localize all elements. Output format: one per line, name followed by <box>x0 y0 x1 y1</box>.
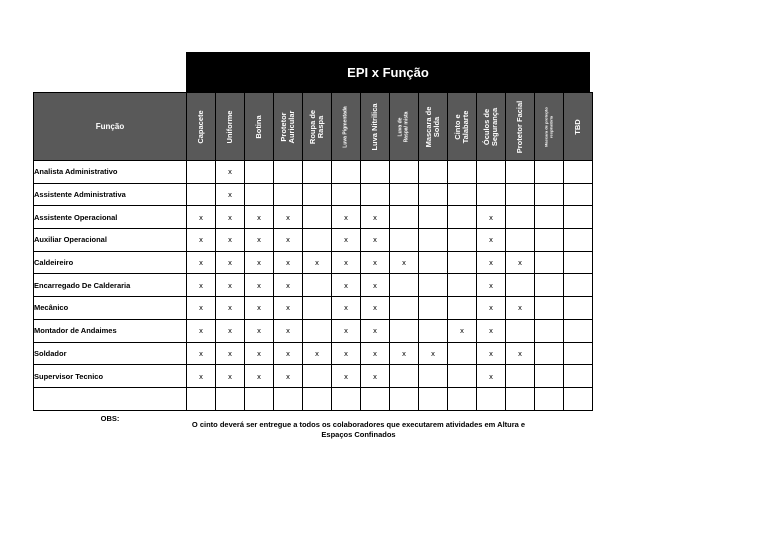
epi-mark-cell <box>419 319 448 342</box>
epi-mark-cell <box>390 319 419 342</box>
epi-mark-cell <box>564 387 593 410</box>
epi-mark-cell <box>506 206 535 229</box>
epi-mark-cell <box>448 297 477 320</box>
epi-mark-cell: x <box>332 365 361 388</box>
epi-mark-cell <box>506 387 535 410</box>
epi-mark-cell <box>390 229 419 252</box>
epi-mark-cell <box>390 387 419 410</box>
epi-mark-cell <box>390 297 419 320</box>
epi-mark-cell: x <box>245 206 274 229</box>
epi-mark-cell <box>303 319 332 342</box>
epi-mark-cell: x <box>332 251 361 274</box>
epi-mark-cell <box>303 206 332 229</box>
epi-mark-cell: x <box>361 274 390 297</box>
epi-mark-cell: x <box>361 251 390 274</box>
epi-mark-cell: x <box>216 365 245 388</box>
funcao-column-header: Função <box>34 93 187 161</box>
epi-column-label: Cinto e Talabarte <box>453 110 470 143</box>
epi-column-label: Luva de Raspa/ mista <box>397 111 409 142</box>
epi-mark-cell <box>448 183 477 206</box>
epi-mark-cell <box>535 274 564 297</box>
epi-mark-cell <box>506 319 535 342</box>
epi-mark-cell: x <box>216 161 245 184</box>
epi-mark-cell: x <box>361 342 390 365</box>
epi-column-header <box>361 93 390 161</box>
epi-column-label: Mascara de Solda <box>424 106 441 147</box>
epi-mark-cell: x <box>506 342 535 365</box>
epi-mark-cell: x <box>274 319 303 342</box>
epi-mark-cell <box>245 161 274 184</box>
epi-column-label: Protetor Auricular <box>279 110 296 143</box>
funcao-cell: Assistente Operacional <box>34 206 187 229</box>
epi-mark-cell <box>506 274 535 297</box>
epi-mark-cell <box>448 206 477 229</box>
epi-column-header <box>419 93 448 161</box>
epi-mark-cell: x <box>216 297 245 320</box>
epi-mark-cell <box>564 183 593 206</box>
epi-mark-cell: x <box>187 251 216 274</box>
epi-column-label: Luva Nitrilica <box>370 102 379 151</box>
epi-mark-cell <box>448 229 477 252</box>
epi-mark-cell <box>564 274 593 297</box>
epi-mark-cell <box>303 387 332 410</box>
epi-mark-cell <box>390 161 419 184</box>
epi-mark-cell: x <box>477 229 506 252</box>
epi-mark-cell <box>448 251 477 274</box>
epi-mark-cell <box>564 319 593 342</box>
table-row <box>34 206 593 229</box>
funcao-cell: Soldador <box>34 342 187 365</box>
epi-column-header <box>477 93 506 161</box>
epi-mark-cell <box>187 183 216 206</box>
epi-mark-cell <box>303 365 332 388</box>
epi-mark-cell <box>274 183 303 206</box>
epi-mark-cell <box>448 274 477 297</box>
epi-mark-cell <box>535 387 564 410</box>
epi-mark-cell: x <box>361 365 390 388</box>
epi-mark-cell <box>419 365 448 388</box>
epi-mark-cell <box>419 387 448 410</box>
epi-mark-cell: x <box>216 229 245 252</box>
epi-mark-cell: x <box>303 342 332 365</box>
epi-mark-cell <box>448 387 477 410</box>
epi-mark-cell <box>390 206 419 229</box>
epi-column-header <box>187 93 216 161</box>
epi-column-label: Roupa de Raspa <box>308 109 325 144</box>
epi-column-header <box>506 93 535 161</box>
table-row <box>34 319 593 342</box>
table-row <box>34 229 593 252</box>
epi-column-header <box>564 93 593 161</box>
epi-mark-cell <box>535 319 564 342</box>
epi-mark-cell: x <box>216 206 245 229</box>
funcao-cell <box>34 387 187 410</box>
table-row <box>34 183 593 206</box>
epi-mark-cell: x <box>187 297 216 320</box>
epi-column-label: Botina <box>254 114 263 139</box>
epi-mark-cell: x <box>361 297 390 320</box>
epi-mark-cell: x <box>216 274 245 297</box>
epi-mark-cell <box>274 161 303 184</box>
epi-mark-cell: x <box>506 251 535 274</box>
epi-mark-cell: x <box>332 342 361 365</box>
epi-mark-cell <box>303 161 332 184</box>
epi-column-header <box>448 93 477 161</box>
epi-mark-cell <box>361 183 390 206</box>
epi-mark-cell <box>506 183 535 206</box>
epi-mark-cell: x <box>187 365 216 388</box>
epi-mark-cell <box>303 229 332 252</box>
table-header-row <box>34 93 593 161</box>
epi-mark-cell <box>564 365 593 388</box>
epi-mark-cell <box>216 387 245 410</box>
epi-mark-cell: x <box>477 206 506 229</box>
epi-mark-cell: x <box>245 274 274 297</box>
epi-mark-cell: x <box>245 319 274 342</box>
epi-mark-cell <box>419 161 448 184</box>
epi-column-label: Capacete <box>196 109 205 144</box>
epi-mark-cell <box>303 183 332 206</box>
epi-mark-cell <box>448 342 477 365</box>
epi-mark-cell <box>419 251 448 274</box>
epi-mark-cell: x <box>477 365 506 388</box>
epi-mark-cell: x <box>216 342 245 365</box>
epi-mark-cell: x <box>245 251 274 274</box>
epi-mark-cell <box>506 229 535 252</box>
epi-mark-cell: x <box>216 319 245 342</box>
epi-mark-cell <box>332 387 361 410</box>
epi-mark-cell: x <box>274 342 303 365</box>
epi-mark-cell <box>477 387 506 410</box>
table-row <box>34 161 593 184</box>
funcao-cell: Supervisor Tecnico <box>34 365 187 388</box>
epi-mark-cell <box>506 161 535 184</box>
epi-mark-cell: x <box>216 251 245 274</box>
epi-mark-cell <box>535 183 564 206</box>
epi-mark-cell <box>245 183 274 206</box>
epi-mark-cell: x <box>187 342 216 365</box>
obs-text: O cinto deverá ser entregue a todos os colaboradores que executarem atividades em Altura e Espaços Confinados <box>191 420 526 439</box>
epi-mark-cell: x <box>187 319 216 342</box>
epi-column-label: Protetor Facial <box>515 100 524 153</box>
epi-mark-cell: x <box>477 274 506 297</box>
epi-mark-cell <box>390 183 419 206</box>
epi-mark-cell <box>303 297 332 320</box>
funcao-cell: Encarregado De Calderaria <box>34 274 187 297</box>
epi-mark-cell <box>187 161 216 184</box>
epi-mark-cell <box>419 183 448 206</box>
epi-mark-cell <box>390 274 419 297</box>
epi-mark-cell: x <box>303 251 332 274</box>
epi-mark-cell <box>361 387 390 410</box>
epi-mark-cell <box>448 161 477 184</box>
epi-mark-cell <box>390 365 419 388</box>
epi-mark-cell <box>187 387 216 410</box>
epi-mark-cell <box>564 161 593 184</box>
epi-mark-cell <box>419 274 448 297</box>
epi-mark-cell: x <box>506 297 535 320</box>
epi-column-header <box>245 93 274 161</box>
epi-mark-cell: x <box>477 251 506 274</box>
epi-mark-cell <box>419 206 448 229</box>
table-row <box>34 297 593 320</box>
epi-mark-cell: x <box>332 206 361 229</box>
epi-mark-cell <box>535 297 564 320</box>
epi-mark-cell: x <box>187 206 216 229</box>
epi-column-label: TBD <box>573 118 582 135</box>
epi-function-table <box>33 92 593 411</box>
epi-column-header <box>332 93 361 161</box>
epi-mark-cell <box>535 229 564 252</box>
table-body <box>34 161 593 411</box>
epi-mark-cell <box>419 297 448 320</box>
epi-mark-cell <box>477 161 506 184</box>
epi-mark-cell: x <box>187 274 216 297</box>
funcao-cell: Caldeireiro <box>34 251 187 274</box>
epi-mark-cell: x <box>361 206 390 229</box>
epi-mark-cell: x <box>477 342 506 365</box>
epi-column-label: Óculos de Segurança <box>482 107 499 146</box>
epi-mark-cell: x <box>390 342 419 365</box>
epi-mark-cell: x <box>274 297 303 320</box>
epi-mark-cell <box>477 183 506 206</box>
epi-mark-cell: x <box>274 365 303 388</box>
epi-mark-cell <box>564 229 593 252</box>
epi-mark-cell <box>361 161 390 184</box>
epi-mark-cell: x <box>332 319 361 342</box>
epi-mark-cell: x <box>245 365 274 388</box>
epi-mark-cell: x <box>332 274 361 297</box>
table-row <box>34 251 593 274</box>
epi-mark-cell <box>245 387 274 410</box>
epi-mark-cell: x <box>216 183 245 206</box>
epi-column-label: Uniforme <box>225 110 234 143</box>
epi-mark-cell: x <box>245 297 274 320</box>
table-row <box>34 365 593 388</box>
funcao-cell: Assistente Administrativa <box>34 183 187 206</box>
epi-mark-cell: x <box>274 206 303 229</box>
funcao-cell: Analista Administrativo <box>34 161 187 184</box>
epi-column-header <box>303 93 332 161</box>
funcao-cell: Mecânico <box>34 297 187 320</box>
epi-mark-cell <box>448 365 477 388</box>
epi-mark-cell <box>535 161 564 184</box>
epi-mark-cell: x <box>419 342 448 365</box>
epi-mark-cell: x <box>245 229 274 252</box>
epi-mark-cell <box>332 183 361 206</box>
epi-mark-cell <box>506 365 535 388</box>
epi-mark-cell <box>564 342 593 365</box>
epi-mark-cell <box>564 206 593 229</box>
epi-column-header <box>216 93 245 161</box>
table-row <box>34 274 593 297</box>
epi-mark-cell: x <box>477 319 506 342</box>
epi-column-header <box>535 93 564 161</box>
epi-mark-cell <box>274 387 303 410</box>
table-row <box>34 387 593 410</box>
epi-mark-cell <box>564 251 593 274</box>
epi-mark-cell: x <box>245 342 274 365</box>
funcao-cell: Montador de Andaimes <box>34 319 187 342</box>
epi-mark-cell: x <box>361 229 390 252</box>
obs-label: OBS: <box>100 414 120 423</box>
epi-mark-cell <box>303 274 332 297</box>
table-row <box>34 342 593 365</box>
funcao-cell: Auxiliar Operacional <box>34 229 187 252</box>
epi-mark-cell: x <box>448 319 477 342</box>
epi-mark-cell <box>535 365 564 388</box>
epi-mark-cell <box>564 297 593 320</box>
epi-column-header <box>390 93 419 161</box>
epi-mark-cell: x <box>477 297 506 320</box>
epi-column-label: Mascara de proteção respiratória <box>543 106 553 147</box>
epi-mark-cell <box>419 229 448 252</box>
epi-mark-cell <box>535 206 564 229</box>
epi-column-label: Luva Pigmentada <box>342 105 349 148</box>
epi-column-header <box>274 93 303 161</box>
epi-mark-cell: x <box>332 297 361 320</box>
epi-mark-cell: x <box>390 251 419 274</box>
epi-mark-cell: x <box>274 229 303 252</box>
epi-mark-cell: x <box>274 274 303 297</box>
epi-mark-cell: x <box>361 319 390 342</box>
epi-mark-cell: x <box>274 251 303 274</box>
epi-mark-cell: x <box>332 229 361 252</box>
table-title: EPI x Função <box>186 52 590 92</box>
epi-mark-cell <box>535 342 564 365</box>
epi-mark-cell <box>535 251 564 274</box>
epi-mark-cell: x <box>187 229 216 252</box>
epi-mark-cell <box>332 161 361 184</box>
